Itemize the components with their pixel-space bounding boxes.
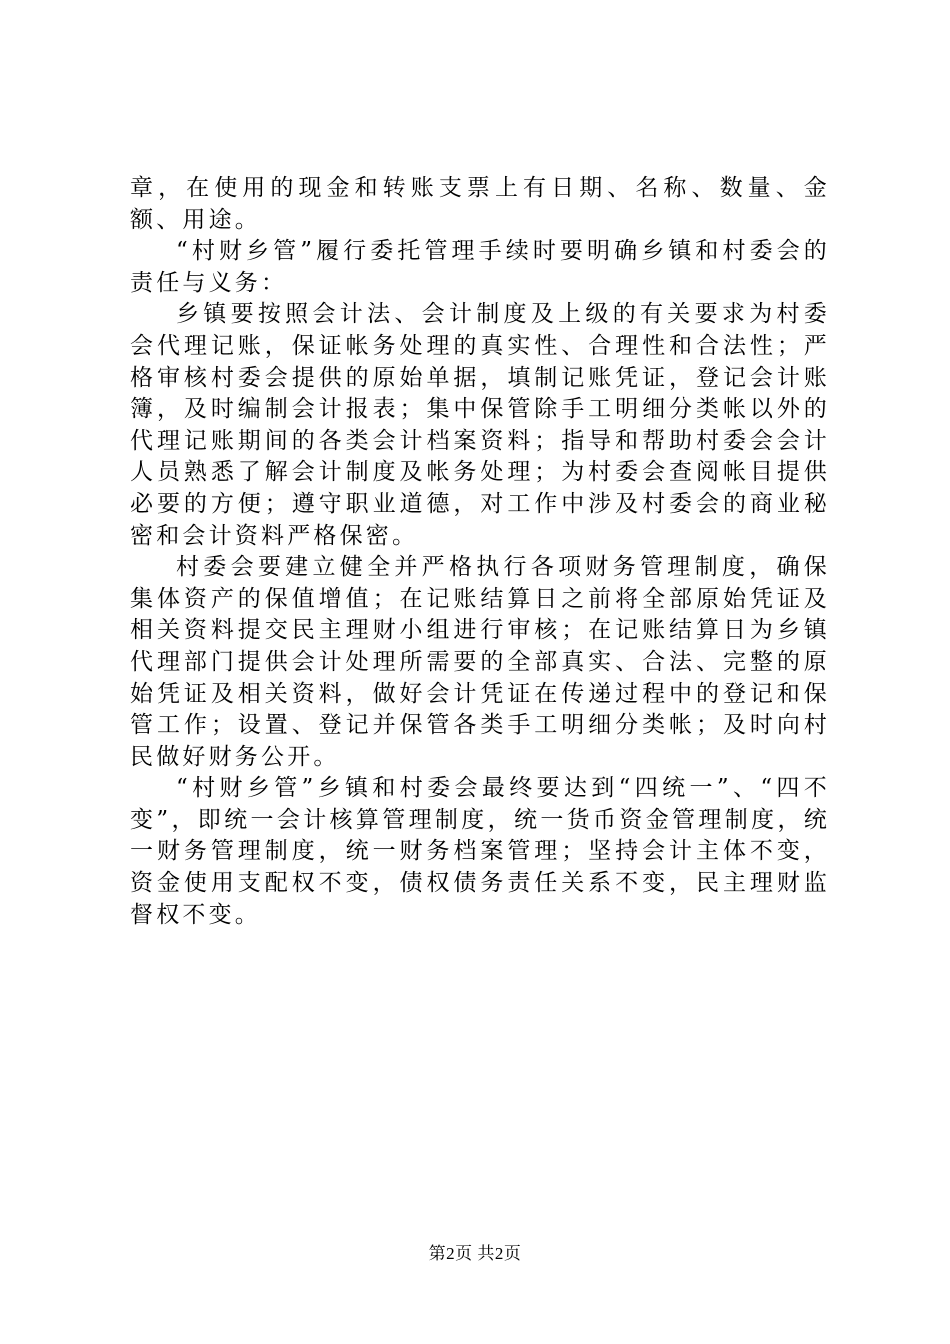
paragraph-four-unifications: “村财乡管”乡镇和村委会最终要达到“四统一”、“四不变”，即统一会计核算管理制度，统一货币资金管理制度，统一财务管理制度，统一财务档案管理；坚持会计主体不变，资金使用支配权不变，债权债务责任关系不变，民主理财监督权不变。 bbox=[130, 775, 830, 928]
paragraph-village-committee-duties: 村委会要建立健全并严格执行各项财务管理制度，确保集体资产的保值增值；在记账结算日之前将全部原始凭证及相关资料提交民主理财小组进行审核；在记账结算日为乡镇代理部门提供会计处理所需要的全部真实、合法、完整的原始凭证及相关资料，做好会计凭证在传递过程中的登记和保管工作；设置、登记并保管各类手工明细分类帐；及时向村民做好财务公开。 bbox=[130, 554, 830, 770]
page-number-footer: 第2页 共2页 bbox=[428, 1244, 522, 1263]
paragraph-responsibilities-intro: “村财乡管”履行委托管理手续时要明确乡镇和村委会的责任与义务： bbox=[130, 238, 830, 296]
paragraph-continuation: 章，在使用的现金和转账支票上有日期、名称、数量、金额、用途。 bbox=[130, 175, 830, 233]
document-body bbox=[130, 173, 830, 931]
paragraph-township-duties: 乡镇要按照会计法、会计制度及上级的有关要求为村委会代理记账，保证帐务处理的真实性、合理性和合法性；严格审核村委会提供的原始单据，填制记账凭证，登记会计账簿，及时编制会计报表；集中保管除手工明细分类帐以外的代理记账期间的各类会计档案资料；指导和帮助村委会会计人员熟悉了解会计制度及帐务处理；为村委会查阅帐目提供必要的方便；遵守职业道德，对工作中涉及村委会的商业秘密和会计资料严格保密。 bbox=[130, 301, 830, 549]
